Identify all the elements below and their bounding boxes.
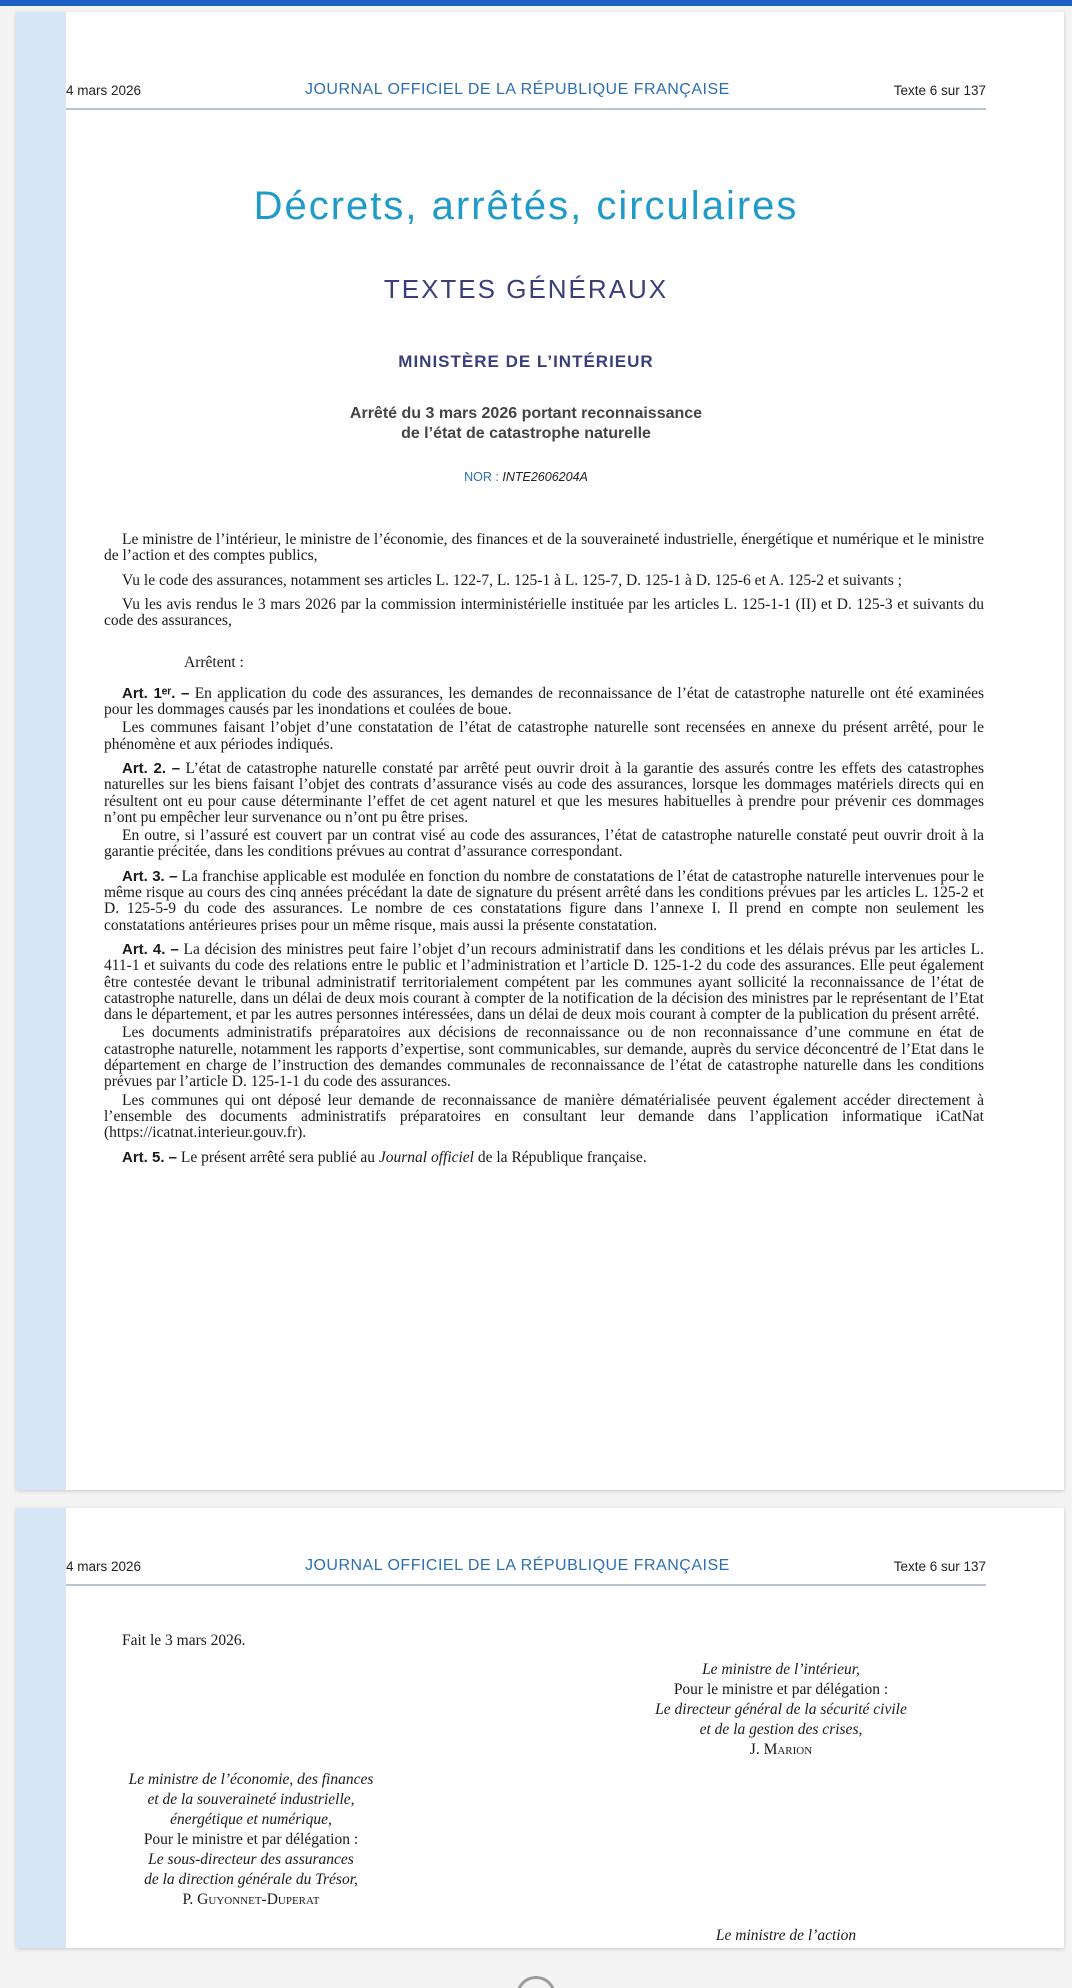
signature-line: Le ministre de l’action [715, 1927, 857, 1944]
article-4-label: Art. 4. – [122, 940, 179, 958]
header-rule [66, 1584, 986, 1586]
article-5-paragraph [104, 1150, 984, 1166]
running-header [66, 1546, 986, 1586]
signature-line: Le sous-directeur des assurances [148, 1851, 354, 1868]
preamble-paragraph: Vu les avis rendus le 3 mars 2026 par la commission interministérielle instituée par les articles L. 125-1-1 (II) et D. 125-3 et suivants du code des assurances, [104, 595, 984, 630]
arretent-line: Arrêtent : [184, 654, 244, 672]
article-3-label: Art. 3. – [122, 867, 178, 885]
signature-line: de la direction générale du Trésor, [144, 1871, 358, 1888]
signatory-name: J. Marion [749, 1741, 813, 1758]
signature-line: Le ministre de l’économie, des finances [128, 1771, 374, 1788]
header-date: 4 mars 2026 [66, 1558, 142, 1574]
signature-line: Pour le ministre et par délégation : [673, 1681, 889, 1698]
subsection-title: TEXTES GÉNÉRAUX [383, 274, 669, 304]
preamble-paragraph: Vu le code des assurances, notamment ses articles L. 122-7, L. 125-1 à L. 125-7, D. 125-1 à D. 125-6 et A. 125-2 et suivants ; [122, 571, 902, 589]
running-header [66, 70, 986, 110]
article-2-paragraph [104, 761, 984, 826]
signature-line: Le ministre de l’intérieur, [702, 1661, 860, 1678]
preamble-paragraph: Le ministre de l’intérieur, le ministre de l’économie, des finances et de la souveraineté industrielle, énergétique et numérique et le ministre de l’action et des comptes publics, [104, 531, 984, 565]
article-2-label: Art. 2. – [122, 759, 181, 777]
document-page-1 [16, 12, 1064, 1490]
article-1-paragraph-2: Les communes faisant l’objet d’une constatation de l’état de catastrophe naturelle sont recensées en annexe du présent arrêté, pour le phénomène et aux périodes indiqués. [104, 719, 984, 753]
header-journal-title: JOURNAL OFFICIEL DE LA RÉPUBLIQUE FRANÇAISE [304, 1557, 730, 1574]
arrete-title-line: de l’état de catastrophe naturelle [401, 425, 651, 442]
article-5-journal-italic: Journal officiel [378, 1148, 474, 1166]
fait-le-date: Fait le 3 mars 2026. [122, 1632, 246, 1649]
section-title: Décrets, arrêtés, circulaires [253, 184, 799, 228]
signature-block-economie [86, 1770, 416, 1910]
signature-line: et de la gestion des crises, [699, 1721, 863, 1738]
article-1-paragraph [104, 686, 984, 719]
article-2-paragraph-2: En outre, si l’assuré est couvert par un contrat visé au code des assurances, l’état de catastrophe naturelle constaté peut ouvrir droit à la garantie précitée, dans les conditions prévues au contrat d’assurance correspondant. [104, 827, 984, 861]
signature-block-action [676, 1926, 896, 1946]
header-text-number: Texte 6 sur 137 [893, 1558, 986, 1574]
document-body [104, 532, 984, 1174]
signature-block-interieur [596, 1660, 966, 1760]
article-2-text: L’état de catastrophe naturelle constaté par arrêté peut ouvrir droit à la garantie des assurés contre les effets des catastrophes naturelles sur les biens faisant l’objet des contrats d’assurance visés au code des assurances, lorsque les dommages matériels directs qui en résultent ont eu pour cause déterminante l’effet de cet agent naturel et que les mesures habituelles à prendre pour prévenir ces dommages n’ont pu empêcher leur survenance ou n’ont pu être prises. [104, 759, 984, 826]
top-accent-bar [0, 0, 1072, 6]
article-5-label: Art. 5. – [122, 1148, 178, 1166]
loading-spinner-icon [516, 1976, 556, 1988]
article-3-text: La franchise applicable est modulée en fonction du nombre de constatations de l’état de catastrophe naturelle intervenues pour le même risque au cours des cinq années précédant la date de signature du présent arrêté dans les conditions prévues par les articles L. 125-2 et D. 125-5-9 du code des assurances. Le nombre de ces constatations figure dans l’annexe I. Il prend en compte non seulement les constatations antérieures prises pour un même risque, mais aussi la présente constatation. [104, 867, 985, 934]
arrete-title [66, 404, 986, 444]
document-page-2 [16, 1508, 1064, 1948]
article-3-paragraph [104, 869, 984, 934]
article-4-paragraph [104, 942, 984, 1023]
header-rule [66, 108, 986, 110]
signature-line: Pour le ministre et par délégation : [143, 1831, 359, 1848]
signature-line: et de la souveraineté industrielle, [147, 1791, 355, 1808]
nor-label: NOR : [464, 470, 503, 484]
signature-line: Le directeur général de la sécurité civile [655, 1701, 907, 1718]
arrete-title-line: Arrêté du 3 mars 2026 portant reconnaissance [349, 405, 703, 422]
article-1-label: Art. 1ᵉʳ. – [122, 684, 190, 702]
nor-value: INTE2606204A [502, 470, 588, 484]
article-1-text: En application du code des assurances, les demandes de reconnaissance de l’état de catastrophe naturelle ont été examinées pour les dommages causés par les inondations et coulées de boue. [104, 684, 984, 719]
header-date: 4 mars 2026 [66, 82, 142, 98]
header-text-number: Texte 6 sur 137 [893, 82, 986, 98]
header-journal-title: JOURNAL OFFICIEL DE LA RÉPUBLIQUE FRANÇAISE [304, 81, 730, 98]
signatory-name: P. Guyonnet-Duperat [182, 1891, 320, 1908]
ministry-name: MINISTÈRE DE L’INTÉRIEUR [398, 352, 654, 371]
article-4-paragraph-2: Les documents administratifs préparatoires aux décisions de reconnaissance ou de non reconnaissance d’une commune en état de catastrophe naturelle, notamment les rapports d’expertise, sont communicables, sur demande, auprès du service déconcentré de l’Etat dans le département en charge de l’instruction des demandes communales de reconnaissance de l’état de catastrophe naturelle dans les conditions prévues par l’article D. 125-1-1 du code des assurances. [104, 1024, 984, 1091]
signature-line: énergétique et numérique, [170, 1811, 332, 1828]
nor-reference [66, 470, 986, 484]
article-5-text-before: Le présent arrêté sera publié au [180, 1148, 379, 1166]
article-5-text-after: de la République française. [474, 1148, 647, 1166]
article-4-text: La décision des ministres peut faire l’objet d’un recours administratif dans les conditions et les délais prévus par les articles L. 411-1 et suivants du code des relations entre le public et l’administration et l’article D. 125-1-2 du code des assurances. Elle peut également être contestée devant le tribunal administratif territorialement compétent par les communes ayant sollicité la reconnaissance de l’état de catastrophe naturelle, dans un délai de deux mois courant à compter de la notification de la décision des ministres par le représentant de l’Etat dans le département, et par les autres personnes intéressées, dans un délai de deux mois courant à compter de la publication du présent arrêté. [104, 940, 984, 1024]
article-4-paragraph-3: Les communes qui ont déposé leur demande de reconnaissance de manière dématérialisée peuvent également accéder directement à l’ensemble des documents administratifs préparatoires en consultant leur demande dans l’application informatique iCatNat (https://icatnat.interieur.gouv.fr). [104, 1091, 984, 1142]
